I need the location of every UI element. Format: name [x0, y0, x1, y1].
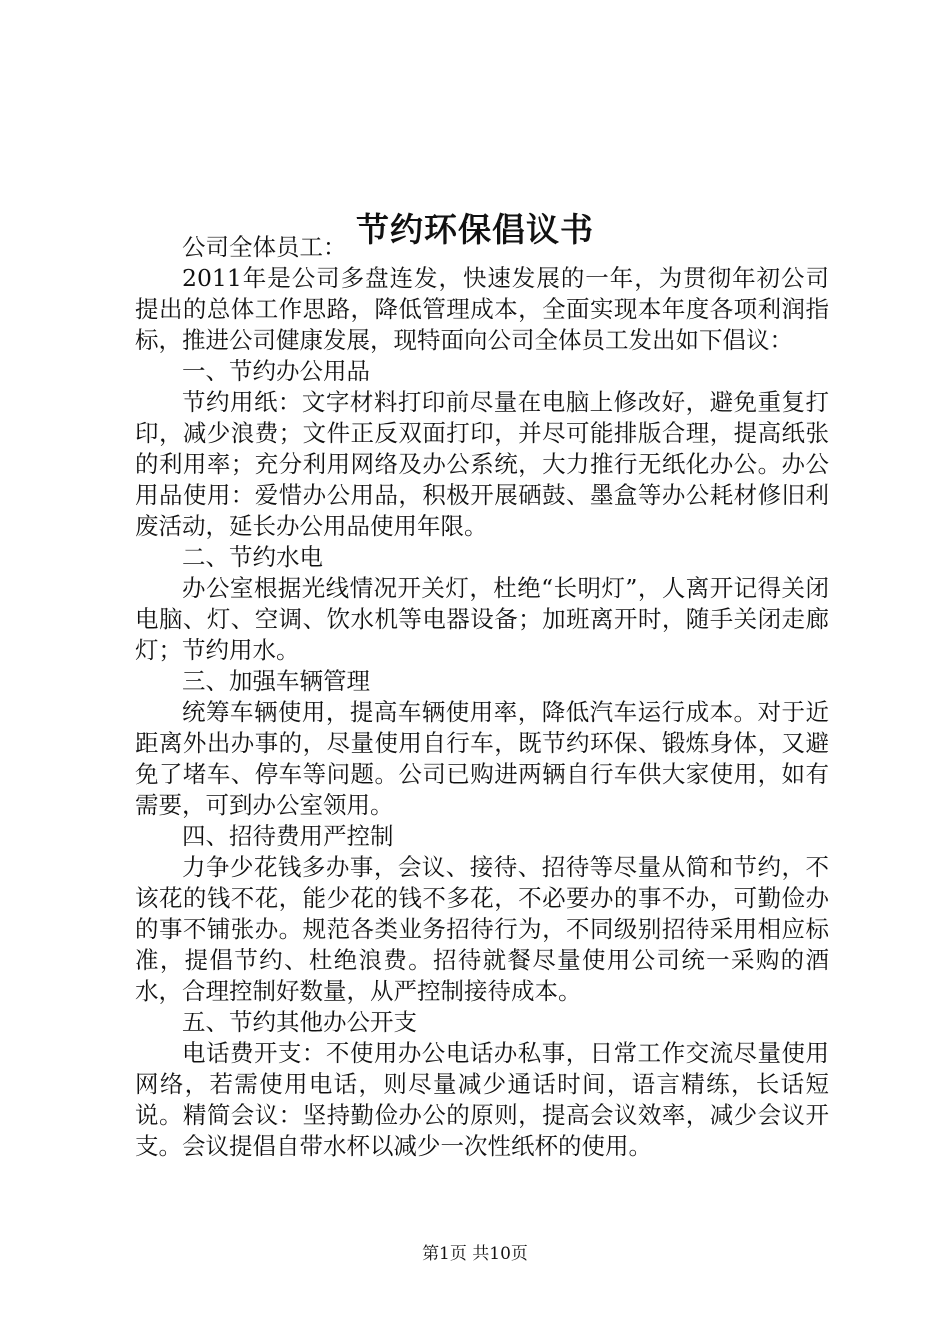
section-heading-water-electricity: 二、节约水电 [182, 543, 323, 571]
document-title: 节约环保倡议书 [356, 210, 594, 250]
section-heading-vehicles: 三、加强车辆管理 [182, 667, 370, 695]
document-body [135, 232, 829, 1162]
section-body-water-electricity: 办公室根据光线情况开关灯，杜绝“长明灯”，人离开记得关闭电脑、灯、空调、饮水机等电器设备；加班离开时，随手关闭走廊灯；节约用水。 [135, 574, 829, 664]
section-body-hospitality: 力争少花钱多办事，会议、接待、招待等尽量从简和节约，不该花的钱不花，能少花的钱不多花，不必要办的事不办，可勤俭办的事不铺张办。规范各类业务招待行为，不同级别招待采用相应标准，提倡节约、杜绝浪费。招待就餐尽量使用公司统一采购的酒水，合理控制好数量，从严控制接待成本。 [135, 853, 829, 1005]
section-heading-other-expenses: 五、节约其他办公开支 [182, 1008, 417, 1036]
section-body-office-supplies: 节约用纸：文字材料打印前尽量在电脑上修改好，避免重复打印，减少浪费；文件正反双面打印，并尽可能排版合理，提高纸张的利用率；充分利用网络及办公系统，大力推行无纸化办公。办公用品使用：爱惜办公用品，积极开展硒鼓、墨盒等办公耗材修旧利废活动，延长办公用品使用年限。 [135, 388, 829, 540]
salutation: 公司全体员工： [182, 233, 347, 261]
section-heading-office-supplies: 一、节约办公用品 [182, 357, 370, 385]
intro-paragraph: 2011年是公司多盘连发，快速发展的一年，为贯彻年初公司提出的总体工作思路，降低管理成本，全面实现本年度各项利润指标，推进公司健康发展，现特面向公司全体员工发出如下倡议： [135, 264, 829, 354]
page-number-footer: 第1页 共10页 [422, 1244, 528, 1264]
section-body-other-expenses: 电话费开支：不使用办公电话办私事，日常工作交流尽量使用网络，若需使用电话，则尽量减少通话时间，语言精练，长话短说。精简会议：坚持勤俭办公的原则，提高会议效率，减少会议开支。会议提倡自带水杯以减少一次性纸杯的使用。 [135, 1039, 829, 1160]
section-body-vehicles: 统筹车辆使用，提高车辆使用率，降低汽车运行成本。对于近距离外出办事的，尽量使用自行车，既节约环保、锻炼身体，又避免了堵车、停车等问题。公司已购进两辆自行车供大家使用，如有需要，可到办公室领用。 [135, 698, 829, 819]
section-heading-hospitality: 四、招待费用严控制 [182, 822, 394, 850]
